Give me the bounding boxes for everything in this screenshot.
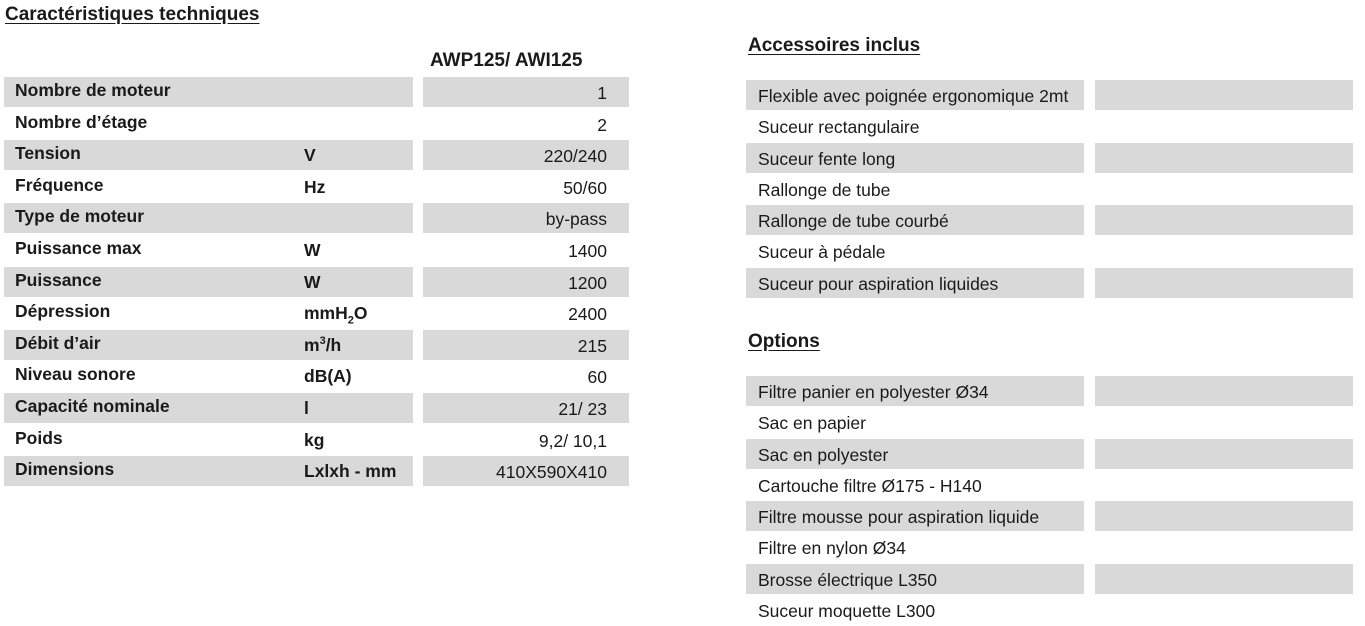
spec-value: 9,2/ 10,1	[538, 430, 607, 451]
spec-value: 410X590X410	[496, 462, 607, 483]
spec-row	[4, 267, 634, 299]
spec-unit: dB(A)	[304, 366, 352, 387]
spec-unit: W	[304, 239, 321, 260]
list-item	[746, 439, 1356, 470]
list-item	[746, 111, 1356, 142]
accessories-list	[746, 80, 1356, 299]
spec-unit-mmh2o: mmH$_2$O	[304, 303, 368, 327]
options-title: Options	[748, 331, 820, 352]
spec-row	[4, 140, 634, 172]
spec-label: Poids	[15, 427, 63, 448]
spec-row	[4, 172, 634, 204]
spec-label: Débit d’air	[15, 332, 101, 353]
spec-value: 1200	[568, 272, 607, 293]
spec-row	[4, 203, 634, 235]
options-list	[746, 376, 1356, 626]
spec-row	[4, 109, 634, 141]
spec-label: Nombre d’étage	[15, 111, 148, 132]
accessory-label: Suceur rectangulaire	[758, 117, 920, 138]
accessory-label: Rallonge de tube	[758, 179, 891, 200]
option-label: Filtre panier en polyester Ø34	[758, 382, 989, 402]
spec-unit: Lxlxh - mm	[304, 461, 397, 482]
spec-unit: Hz	[304, 176, 326, 197]
spec-value: 220/240	[543, 146, 607, 167]
spec-value: 215	[577, 335, 607, 356]
list-item	[746, 501, 1356, 532]
accessory-label: Rallonge de tube courbé	[758, 211, 949, 232]
option-label: Filtre mousse pour aspiration liquide	[758, 507, 1040, 528]
model-header: AWP125/ AWI125	[430, 50, 583, 71]
accessory-label: Suceur pour aspiration liquides	[758, 273, 999, 294]
spec-unit: V	[304, 145, 316, 166]
spec-unit: kg	[304, 429, 325, 450]
spec-row	[4, 330, 634, 362]
list-item	[746, 407, 1356, 438]
spec-label: Dépression	[15, 301, 111, 322]
spec-value: 50/60	[563, 177, 607, 198]
list-item	[746, 174, 1356, 205]
spec-row	[4, 393, 634, 425]
specs-title: Caractéristiques techniques	[5, 4, 260, 25]
accessory-label: Suceur fente long	[758, 148, 896, 169]
spec-label: Tension	[15, 143, 81, 164]
option-label: Cartouche filtre Ø175 - H140	[758, 475, 982, 496]
spec-label: Type de moteur	[15, 206, 145, 227]
option-label: Suceur moquette L300	[758, 601, 936, 622]
list-item	[746, 564, 1356, 595]
list-item	[746, 268, 1356, 299]
list-item	[746, 470, 1356, 501]
list-item	[746, 143, 1356, 174]
list-item	[746, 205, 1356, 236]
spec-value: 2400	[568, 304, 607, 325]
spec-label: Fréquence	[15, 174, 104, 195]
spec-row	[4, 425, 634, 457]
spec-value: 21/ 23	[558, 398, 607, 419]
spec-row	[4, 361, 634, 393]
spec-row	[4, 77, 634, 109]
list-item	[746, 595, 1356, 626]
spec-value: 1400	[568, 240, 607, 261]
accessories-title: Accessoires inclus	[748, 35, 921, 56]
option-label: Filtre en nylon Ø34	[758, 538, 906, 559]
spec-label: Dimensions	[15, 459, 115, 480]
accessory-label: Flexible avec poignée ergonomique 2mt	[758, 86, 1069, 106]
spec-label: Nombre de moteur	[15, 80, 171, 100]
list-item	[746, 80, 1356, 111]
spec-value: 60	[587, 367, 607, 388]
accessory-label: Suceur à pédale	[758, 242, 886, 263]
spec-row	[4, 456, 634, 488]
option-label: Sac en polyester	[758, 444, 889, 465]
list-item	[746, 532, 1356, 563]
spec-label: Puissance max	[15, 237, 142, 258]
spec-row	[4, 298, 634, 330]
spec-unit-m3h: $m^3/h$	[304, 334, 342, 355]
spec-label: Puissance	[15, 269, 102, 290]
spec-value: 1	[597, 83, 607, 103]
spec-unit: W	[304, 271, 321, 292]
list-item	[746, 376, 1356, 407]
spec-value: 2	[597, 114, 607, 135]
spec-label: Capacité nominale	[15, 395, 170, 416]
spec-value: by-pass	[545, 209, 607, 230]
option-label: Brosse électrique L350	[758, 569, 937, 590]
spec-unit: l	[304, 397, 309, 418]
spec-row	[4, 235, 634, 267]
spec-label: Niveau sonore	[15, 364, 136, 385]
specs-table	[4, 77, 634, 488]
list-item	[746, 236, 1356, 267]
option-label: Sac en papier	[758, 413, 866, 434]
